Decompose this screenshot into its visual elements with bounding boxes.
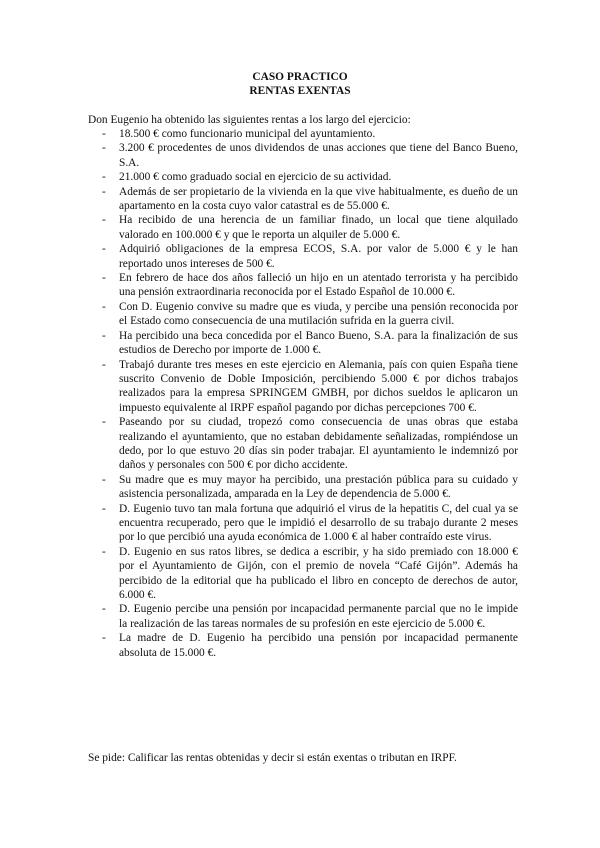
bullet-dash: - — [102, 473, 106, 486]
list-item — [88, 242, 518, 271]
list-item — [88, 300, 518, 329]
income-list — [88, 127, 518, 660]
list-item — [88, 631, 518, 660]
list-item-text: D. Eugenio tuvo tan mala fortuna que adquirió el virus de la hepatitis C, del cual ya se encuentra recuperado, pero que le impidió el desarrollo de su trabajo durante 2 meses por lo que percibió una ayuda económica de 1.000 € al haber contraído este virus. — [119, 502, 518, 544]
list-item-text: 3.200 € procedentes de unos dividendos de unas acciones que tiene del Banco Bueno, S.A. — [119, 142, 518, 169]
bullet-dash: - — [102, 416, 106, 429]
list-item — [88, 545, 518, 603]
bullet-dash: - — [102, 603, 106, 616]
document-title: CASO PRACTICO — [252, 71, 348, 83]
list-item — [88, 185, 518, 214]
bullet-dash: - — [102, 185, 106, 198]
list-item-text: Ha percibido una beca concedida por el Banco Bueno, S.A. para la finalización de sus estudios de Derecho por importe de 1.000 €. — [119, 329, 518, 357]
list-item — [88, 329, 518, 358]
bullet-dash: - — [102, 329, 106, 342]
bullet-dash: - — [102, 128, 106, 140]
list-item — [88, 415, 518, 473]
bullet-dash: - — [102, 300, 106, 313]
list-item — [88, 271, 518, 300]
list-item — [88, 213, 518, 242]
list-item-text: Con D. Eugenio convive su madre que es viuda, y percibe una pensión reconocida por el Estado como consecuencia de una mutilación sufrida en la guerra civil. — [119, 300, 518, 328]
bullet-dash: - — [102, 502, 106, 515]
question-paragraph: Se pide: Calificar las rentas obtenidas y decir si están exentas o tributan en IRPF. — [88, 752, 457, 764]
list-item-text: En febrero de hace dos años falleció un hijo en un atentado terrorista y ha percibido una pensión extraordinaria reconocida por el Estado Español de 10.000 €. — [119, 272, 518, 299]
list-item-text: 18.500 € como funcionario municipal del ayuntamiento. — [119, 128, 376, 140]
bullet-dash: - — [102, 214, 106, 227]
list-item — [88, 602, 518, 631]
list-item-text: Ha recibido de una herencia de un familiar finado, un local que tiene alquilado valorado en 100.000 € y que le reporta un alquiler de 5.000 €. — [119, 214, 518, 241]
bullet-dash: - — [102, 358, 106, 371]
list-item — [88, 358, 518, 416]
bullet-dash: - — [102, 243, 106, 256]
list-item-text: 21.000 € como graduado social en ejercicio de su actividad. — [119, 171, 392, 184]
list-item-text: Adquirió obligaciones de la empresa ECOS, S.A. por valor de 5.000 € y le han reportado unos intereses de 500 €. — [119, 243, 518, 270]
list-item-text: Su madre que es muy mayor ha percibido, una prestación pública para su cuidado y asistencia personalizada, amparada en la Ley de dependencia de 5.000 €. — [119, 473, 518, 501]
list-item — [88, 502, 518, 545]
list-item-text: D. Eugenio en sus ratos libres, se dedica a escribir, y ha sido premiado con 18.000 € por el Ayuntamiento de Gijón, con el premio de novela “Café Gijón”. Además ha percibido de la editorial que ha publicado el libro en concepto de derechos de autor, 6.000 €. — [119, 545, 518, 601]
list-item — [88, 170, 518, 184]
list-item-text: Además de ser propietario de la vivienda en la que vive habitualmente, es dueño de un apartamento en la costa cuyo valor catastral es de 55.000 €. — [119, 185, 518, 213]
list-item — [88, 127, 518, 141]
bullet-dash: - — [102, 632, 106, 645]
list-item-text: La madre de D. Eugenio ha percibido una pensión por incapacidad permanente absoluta de 15.000 €. — [119, 632, 518, 659]
bullet-dash: - — [102, 171, 106, 184]
list-item-text: Trabajó durante tres meses en este ejercicio en Alemania, país con quien España tiene suscrito Convenio de Doble Imposición, percibiendo 5.000 € por dichos trabajos realizados para la empresa SPRINGEM GMBH, por dichos sueldos le aplicaron un impuesto equivalente al IRPF español pagando por dichas percepciones 700 €. — [119, 358, 518, 414]
intro-paragraph: Don Eugenio ha obtenido las siguientes rentas a los largo del ejercicio: — [88, 114, 411, 126]
list-item — [88, 473, 518, 502]
list-item — [88, 141, 518, 170]
bullet-dash: - — [102, 545, 106, 558]
document-subtitle: RENTAS EXENTAS — [249, 85, 351, 97]
bullet-dash: - — [102, 272, 106, 285]
list-item-text: D. Eugenio percibe una pensión por incapacidad permanente parcial que no le impide la realización de las tareas normales de su profesión en este ejercicio de 5.000 €. — [119, 603, 518, 630]
bullet-dash: - — [102, 142, 106, 155]
list-item-text: Paseando por su ciudad, tropezó como consecuencia de unas obras que estaba realizando el ayuntamiento, que no estaban debidamente señalizadas, rompiéndose un dedo, por lo que estuvo 20 días sin poder trabajar. El ayuntamiento le indemnizó por daños y personales con 500 € por dicho accidente. — [119, 416, 518, 472]
